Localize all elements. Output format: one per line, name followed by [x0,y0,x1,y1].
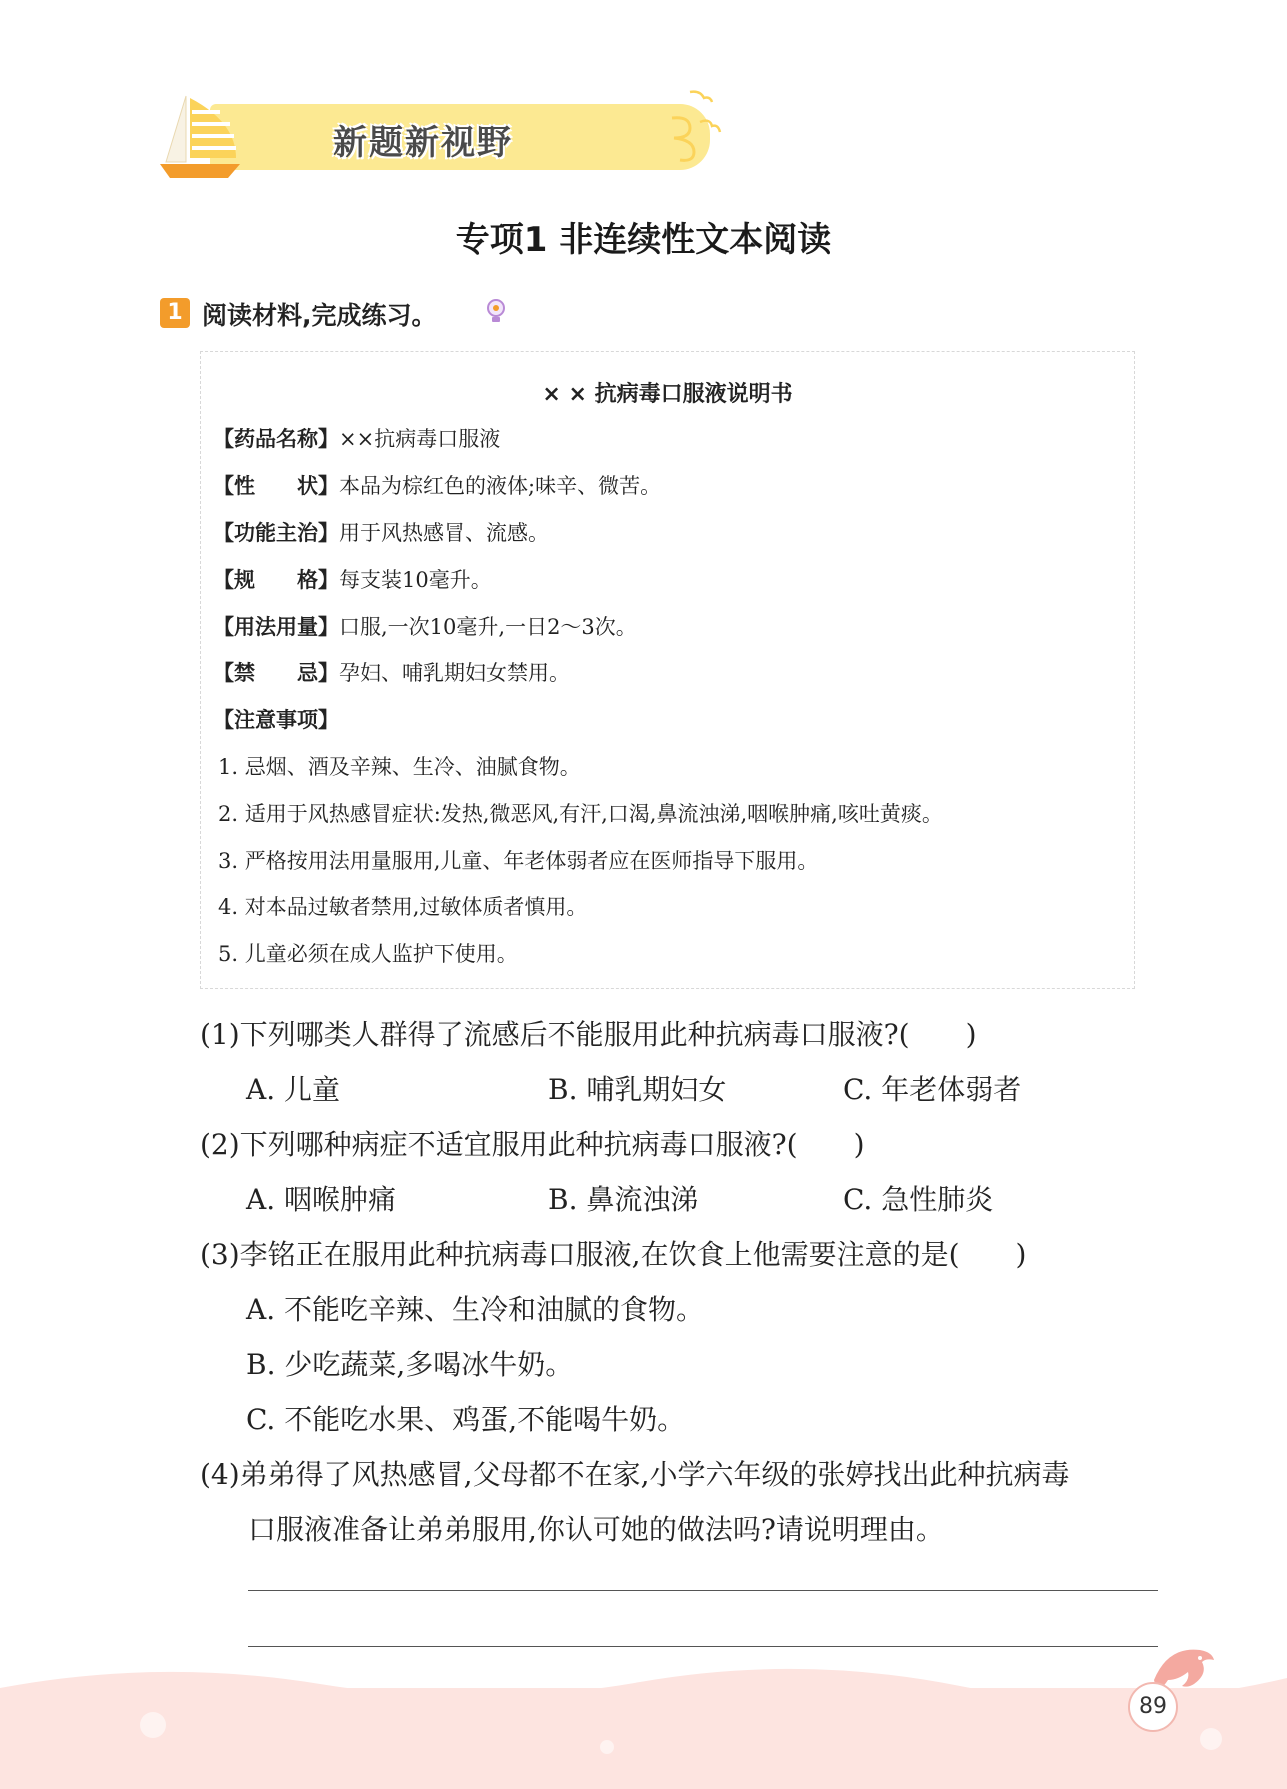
field-value: ××抗病毒口服液 [339,427,501,451]
option-c[interactable]: C. 年老体弱者 [843,1073,1022,1106]
field-label: 【禁 忌】 [213,661,339,685]
banner-title: 新题新视野 [333,123,513,163]
field-value: 用于风热感冒、流感。 [339,521,549,545]
field-label: 【用法用量】 [213,615,339,639]
option-a[interactable]: A. 咽喉肿痛 [246,1183,397,1216]
medicine-leaflet [200,351,1135,989]
leaflet-field-specification [213,564,492,594]
sailboat-icon [156,92,246,182]
cloud-icon [660,88,730,168]
precaution-item: 4. 对本品过敏者禁用,过敏体质者慎用。 [218,895,588,919]
leaflet-field-name [213,423,500,453]
field-value: 本品为棕红色的液体;味辛、微苦。 [339,474,662,498]
decorative-bubble [140,1712,166,1738]
leaflet-title: × × 抗病毒口服液说明书 [542,382,793,407]
page-number: 89 [1128,1682,1178,1732]
field-label: 【注意事项】 [213,708,339,732]
leaflet-field-precautions [213,704,339,734]
leaflet-field-indications [213,517,549,547]
field-value: 口服,一次10毫升,一日2～3次。 [339,615,637,639]
leaflet-field-contraindications [213,657,570,687]
option-c[interactable]: C. 急性肺炎 [843,1183,994,1216]
header-banner [150,88,730,188]
leaflet-field-dosage [213,611,637,641]
field-value: 孕妇、哺乳期妇女禁用。 [339,661,570,685]
question-number-badge: 1 [160,298,190,328]
leaflet-field-appearance [213,470,661,500]
section-title: 专项1 非连续性文本阅读 [455,220,832,260]
option-b[interactable]: B. 哺乳期妇女 [548,1073,727,1106]
option-a[interactable]: A. 不能吃辛辣、生冷和油腻的食物。 [246,1293,705,1326]
field-label: 【性 状】 [213,474,339,498]
sub-question-4-prompt-line-1: (4)弟弟得了风热感冒,父母都不在家,小学六年级的张婷找出此种抗病毒 [200,1458,1070,1491]
footer-band [0,1688,1287,1789]
option-b[interactable]: B. 少吃蔬菜,多喝冰牛奶。 [246,1348,574,1381]
field-label: 【药品名称】 [213,427,339,451]
precaution-item: 5. 儿童必须在成人监护下使用。 [218,942,518,966]
option-a[interactable]: A. 儿童 [246,1073,341,1106]
sub-question-3-prompt: (3)李铭正在服用此种抗病毒口服液,在饮食上他需要注意的是( ) [200,1238,1027,1271]
option-c[interactable]: C. 不能吃水果、鸡蛋,不能喝牛奶。 [246,1403,686,1436]
option-b[interactable]: B. 鼻流浊涕 [548,1183,699,1216]
precaution-item: 2. 适用于风热感冒症状:发热,微恶风,有汗,口渴,鼻流浊涕,咽喉肿痛,咳吐黄痰。 [218,802,943,826]
sub-question-1-prompt: (1)下列哪类人群得了流感后不能服用此种抗病毒口服液?( ) [200,1018,977,1051]
decorative-bubble [600,1740,614,1754]
sub-question-2-prompt: (2)下列哪种病症不适宜服用此种抗病毒口服液?( ) [200,1128,865,1161]
answer-line[interactable] [248,1646,1158,1647]
field-label: 【功能主治】 [213,521,339,545]
precaution-item: 3. 严格按用法用量服用,儿童、年老体弱者应在医师指导下服用。 [218,849,819,873]
precaution-item: 1. 忌烟、酒及辛辣、生冷、油腻食物。 [218,755,581,779]
field-value: 每支装10毫升。 [339,568,492,592]
lightbulb-icon [486,298,506,324]
decorative-bubble [1200,1728,1222,1750]
question-instruction: 阅读材料,完成练习。 [202,301,437,330]
field-label: 【规 格】 [213,568,339,592]
answer-line[interactable] [248,1590,1158,1591]
sub-question-4-prompt-line-2: 口服液准备让弟弟服用,你认可她的做法吗?请说明理由。 [248,1513,944,1546]
